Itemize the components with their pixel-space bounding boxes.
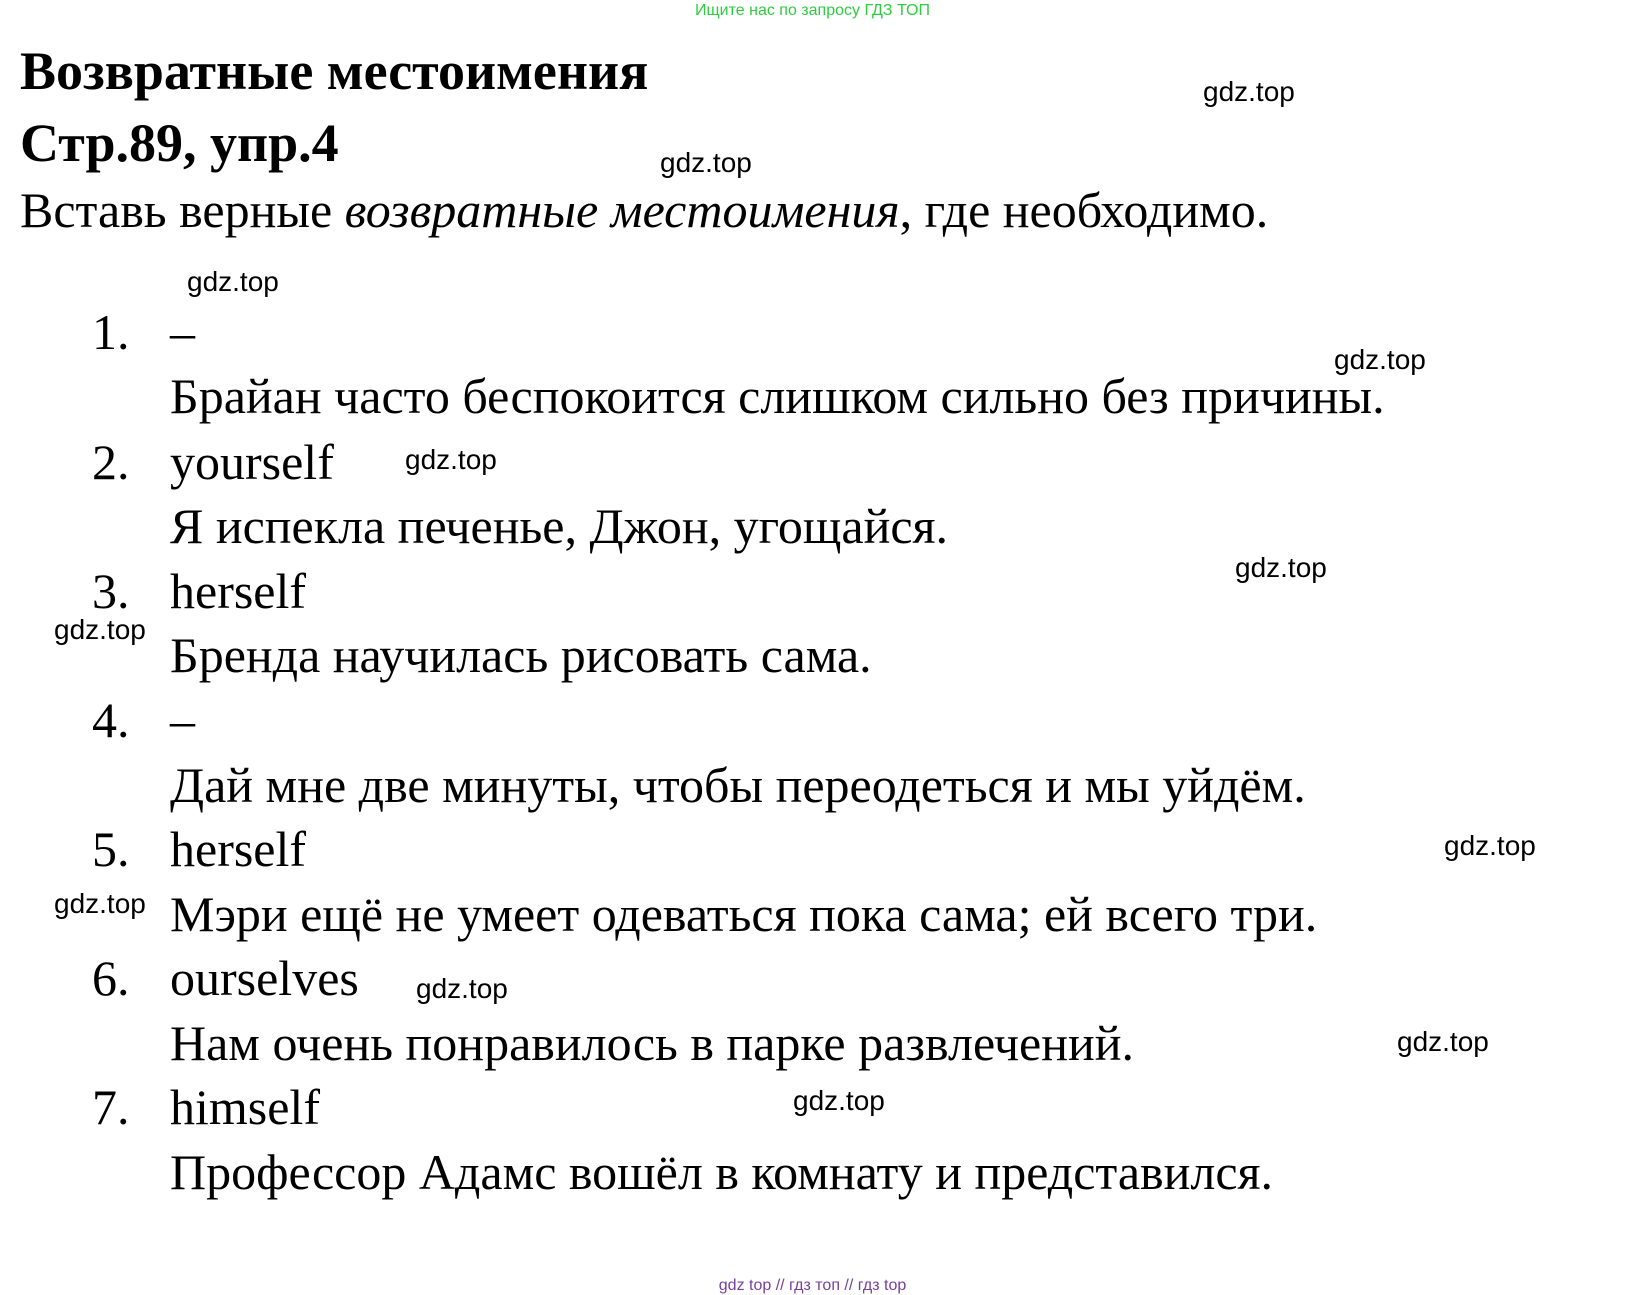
item-answer: herself [170,821,307,877]
item-number: 7. [92,1079,130,1135]
watermark: gdz.top [1397,1026,1489,1057]
item-number: 5. [92,821,130,877]
item-answer: herself [170,563,307,619]
item-sentence: Нам очень понравилось в парке развлечений. [170,1015,1135,1071]
item-sentence: Бренда научилась рисовать сама. [170,627,872,683]
instruction [20,180,1268,240]
item-sentence: Брайан часто беспокоится слишком сильно без причины. [170,368,1385,424]
watermark: gdz.top [187,266,279,297]
page-title: Возвратные местоимения [20,41,649,101]
item-sentence: Я испекла печенье, Джон, угощайся. [170,498,949,554]
instruction-tail: , где необходимо. [899,182,1269,238]
item-number: 2. [92,434,130,490]
item-answer: yourself [170,434,334,490]
footer-watermark: gdz top // гдз топ // гдз top [718,1277,907,1294]
item-number: 1. [92,304,130,360]
instruction-emphasis: возвратные местоимения [344,182,900,238]
watermark: gdz.top [793,1085,885,1116]
item-number: 4. [92,692,130,748]
item-answer: – [170,692,195,748]
watermark: gdz.top [1334,344,1426,375]
item-sentence: Мэри ещё не умеет одеваться пока сама; ей всего три. [170,886,1318,942]
watermark: gdz.top [1444,830,1536,861]
item-number: 6. [92,950,130,1006]
instruction-text: Вставь верные [20,182,345,238]
watermark: gdz.top [416,973,508,1004]
item-answer: himself [170,1079,320,1135]
item-sentence: Профессор Адамс вошёл в комнату и представился. [170,1144,1274,1200]
item-answer: – [170,304,195,360]
item-number: 3. [92,563,130,619]
watermark: gdz.top [1203,76,1295,107]
watermark: gdz.top [405,444,497,475]
watermark: gdz.top [660,147,752,178]
top-banner: Ищите нас по запросу ГДЗ ТОП [695,2,930,19]
page-subtitle: Стр.89, упр.4 [20,113,339,173]
watermark: gdz.top [54,888,146,919]
item-sentence: Дай мне две минуты, чтобы переодеться и мы уйдём. [170,757,1306,813]
item-answer: ourselves [170,950,359,1006]
watermark: gdz.top [54,614,146,645]
watermark: gdz.top [1235,552,1327,583]
